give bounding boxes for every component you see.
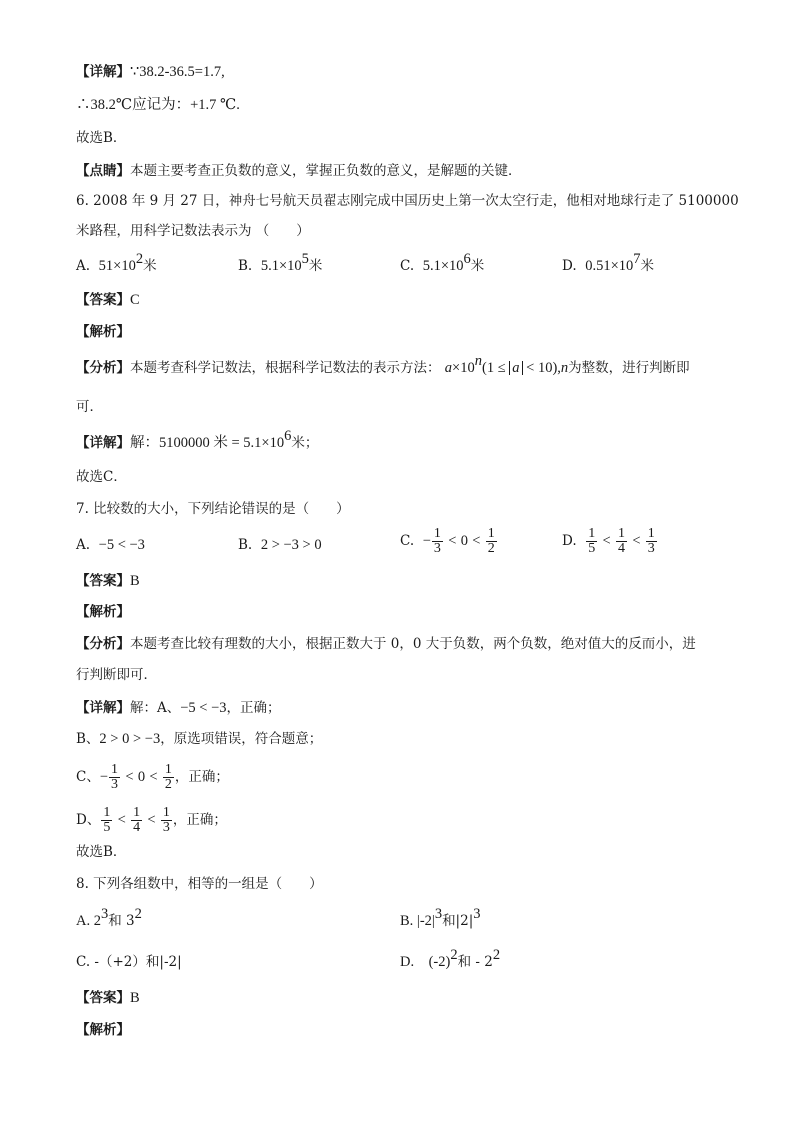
q7-step-c: C、− $\frac{1}{3}$ < 0 < $\frac{1}{2}$ ，正确； <box>76 762 229 792</box>
q6-analysis-tag: 【解析】 <box>76 324 130 340</box>
dianjing-line <box>76 161 718 181</box>
q8-stem: 8. 下列各组数中，相等的一组是（ ） <box>76 876 323 892</box>
q8-answer: 【答案】B <box>76 990 140 1006</box>
q7-option-b: B. 2 > −3 > 0 <box>238 537 322 553</box>
q7-fenxi-line2: 行判断即可． <box>76 667 157 683</box>
q7-step-b: B、2 > 0 > −3，原选项错误，符合题意； <box>76 731 323 747</box>
q6-option-d: D. $0.51\times 10^7$米 <box>562 251 655 274</box>
q7-option-c: C. − $\frac{1}{3}$ < 0 < $\frac{1}{2}$ <box>400 526 495 556</box>
q7-option-d: D. $\frac{1}{5}$ < $\frac{1}{4}$ < $\frac{1}{3}$ <box>562 526 655 556</box>
tag-dianjing: 【点睛】 <box>76 163 130 179</box>
q8-option-c: C. -（+2）和|-2| <box>76 954 182 970</box>
q6-stem-line1: 6. 2008 年 9 月 27 日，神舟七号航天员翟志刚完成中国历史上第一次太空行走，他相对地球行走了 5100000 <box>76 193 739 209</box>
q6-option-b: B. $5.1\times 10^5$米 <box>238 251 323 274</box>
q8-analysis-tag: 【解析】 <box>76 1022 130 1038</box>
solution-line <box>76 62 718 82</box>
q7-fenxi: 【分析】本题考查比较有理数的大小，根据正数大于 0，0 大于负数，两个负数，绝对值大的反而小，进 <box>76 636 696 652</box>
dianjing-text: 本题主要考查正负数的意义，掌握正负数的意义，是解题的关键． <box>130 163 522 179</box>
q6-fenxi: 【分析】本题考查科学记数法，根据科学记数法的表示方法： $a\times 10^n(1 \le a < 10),n$为整数，进行判断即 <box>76 353 690 376</box>
q8-option-b: B. $|-2|^3$和$|2|^3$ <box>400 906 481 929</box>
solution-text: ∵38.2-36.5=1.7, <box>130 64 225 80</box>
q6-option-a: A. $51\times 10^2$米 <box>76 251 157 274</box>
q7-option-a: A. −5 < −3 <box>76 537 145 553</box>
q6-option-c: C. $5.1\times 10^6$米 <box>400 251 485 274</box>
q7-answer: 【答案】B <box>76 573 140 589</box>
q7-step-d: D、 $\frac{1}{5}$ < $\frac{1}{4}$ < $\frac{1}{3}$ ，正确； <box>76 805 227 835</box>
q7-xiangjie: 【详解】解：A、−5 < −3，正确； <box>76 700 281 716</box>
q7-stem: 7. 比较数的大小，下列结论错误的是（ ） <box>76 501 350 517</box>
q7-conclusion: 故选B． <box>76 844 127 860</box>
q8-option-a: A. $2^3$和 $3^2$ <box>76 906 142 929</box>
tag-xiangjie: 【详解】 <box>76 64 130 80</box>
q8-option-d: D. $(-2)^2$和 - $2^2$ <box>400 947 501 970</box>
q7-analysis-tag: 【解析】 <box>76 604 130 620</box>
q6-stem-line2: 米路程，用科学记数法表示为 （ ） <box>76 223 310 239</box>
conclusion: 故选B． <box>76 130 127 146</box>
q6-fenxi-line2: 可． <box>76 399 103 415</box>
q6-xiangjie: 【详解】解：5100000 米 = $5.1\times 10^6$米； <box>76 428 319 451</box>
tag-answer: 【答案】 <box>76 292 130 308</box>
solution-result: ∴38.2℃应记为：+1.7 ℃. <box>76 97 240 113</box>
q6-answer: 【答案】C <box>76 292 140 308</box>
q6-conclusion: 故选C． <box>76 469 127 485</box>
